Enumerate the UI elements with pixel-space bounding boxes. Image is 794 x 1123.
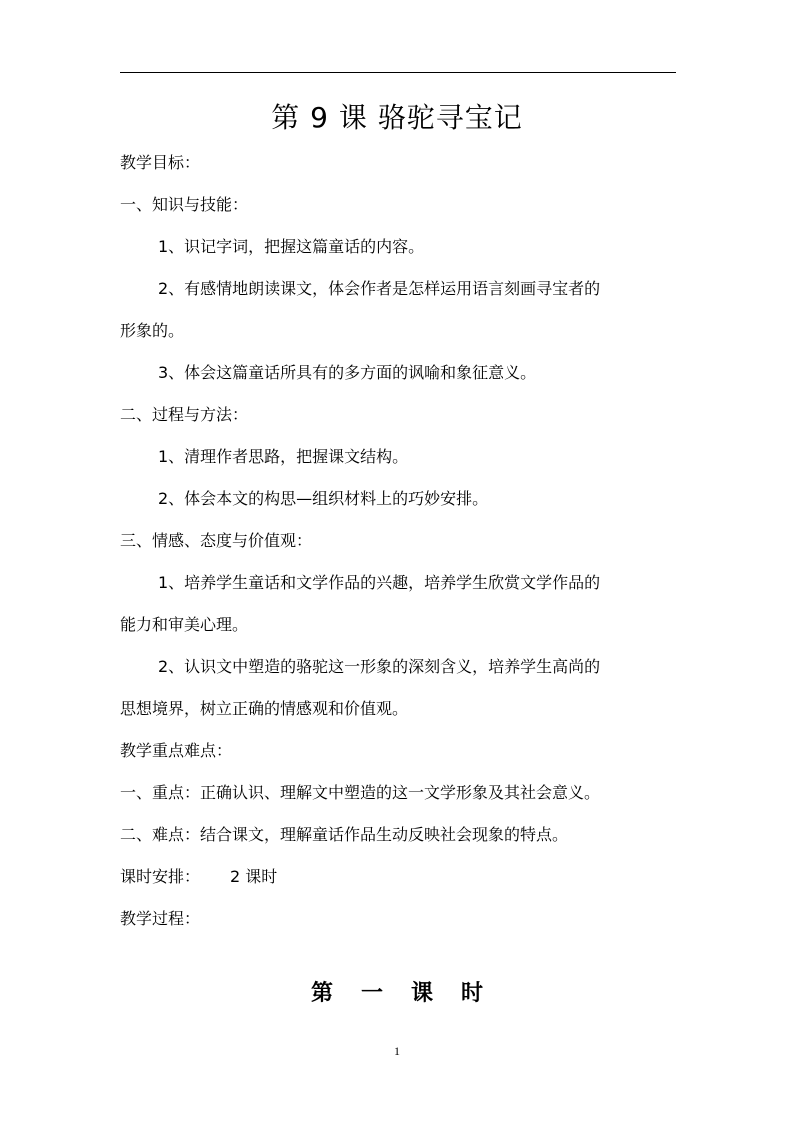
heading-key-points: 教学重点难点： bbox=[120, 741, 233, 760]
section-emotion-values: 三、情感、态度与价值观： bbox=[120, 531, 313, 550]
schedule-line bbox=[120, 864, 680, 887]
section-process-methods: 二、过程与方法： bbox=[120, 405, 249, 424]
header-rule bbox=[120, 72, 676, 73]
goal-item: 1、识记字词，把握这篇童话的内容。 bbox=[158, 237, 425, 256]
goal-item-continued: 思想境界，树立正确的情感观和价值观。 bbox=[120, 699, 409, 718]
difficult-point: 二、难点：结合课文，理解童话作品生动反映社会现象的特点。 bbox=[120, 825, 569, 844]
schedule-value: 2 课时 bbox=[230, 867, 278, 886]
schedule-label: 课时安排： bbox=[120, 867, 201, 886]
goal-item: 2、体会本文的构思—组织材料上的巧妙安排。 bbox=[158, 489, 489, 508]
lesson-title: 第 9 课 骆驼寻宝记 bbox=[271, 101, 523, 134]
goal-item: 1、培养学生童话和文学作品的兴趣，培养学生欣赏文学作品的 bbox=[158, 573, 601, 592]
page-number: 1 bbox=[394, 1044, 400, 1058]
heading-teaching-process: 教学过程： bbox=[120, 909, 201, 928]
goal-item: 3、体会这篇童话所具有的多方面的讽喻和象征意义。 bbox=[158, 363, 537, 382]
heading-teaching-goals: 教学目标： bbox=[120, 153, 201, 172]
key-point: 一、重点：正确认识、理解文中塑造的这一文学形象及其社会意义。 bbox=[120, 783, 601, 802]
goal-item: 1、清理作者思路，把握课文结构。 bbox=[158, 447, 409, 466]
section-knowledge-skills: 一、知识与技能： bbox=[120, 195, 249, 214]
goal-item: 2、有感情地朗读课文，体会作者是怎样运用语言刻画寻宝者的 bbox=[158, 279, 601, 298]
goal-item-continued: 能力和审美心理。 bbox=[120, 615, 249, 634]
goal-item: 2、认识文中塑造的骆驼这一形象的深刻含义，培养学生高尚的 bbox=[158, 657, 601, 676]
first-lesson-heading: 第一课时 bbox=[310, 980, 511, 1006]
goal-item-continued: 形象的。 bbox=[120, 321, 185, 340]
